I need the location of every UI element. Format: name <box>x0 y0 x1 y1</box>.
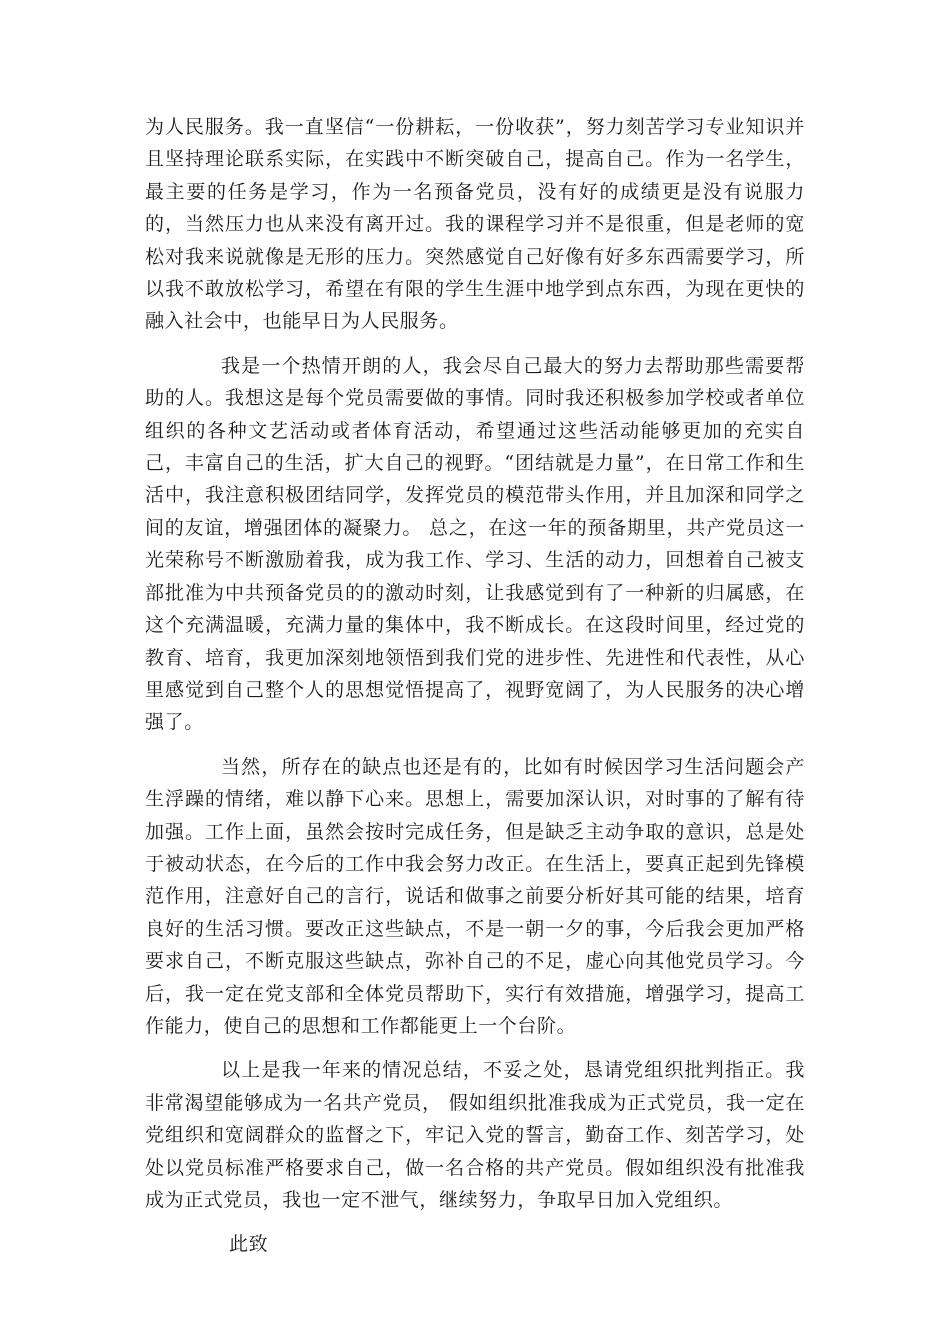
paragraph-personality: 我是一个热情开朗的人，我会尽自己最大的努力去帮助那些需要帮助的人。我想这是每个党员需要做的事情。同时我还积极参加学校或者单位组织的各种文艺活动或者体育活动，希望通过这些活动能够更加的充实自己，丰富自己的生活，扩大自己的视野。“团结就是力量”，在日常工作和生活中，我注意积极团结同学，发挥党员的模范带头作用，并且加深和同学之间的友谊，增强团体的凝聚力。 总之，在这一年的预备期里，共产党员这一光荣称号不断激励着我，成为我工作、学习、生活的动力，回想着自己被支部批准为中共预备党员的的激动时刻，让我感觉到有了一种新的归属感，在这个充满温暖，充满力量的集体中，我不断成长。在这段时间里，经过党的教育、培育，我更加深刻地领悟到我们党的进步性、先进性和代表性，从心里感觉到自己整个人的思想觉悟提高了，视野宽阔了，为人民服务的决心增强了。 <box>145 354 805 734</box>
paragraph-summary: 以上是我一年来的情况总结，不妥之处，恳请党组织批判指正。我非常渴望能够成为一名共产党员， 假如组织批准我成为正式党员，我一定在党组织和宽阔群众的监督之下，牢记入党的誓言，勤奋工作、刻苦学习，处处以党员标准严格要求自己，做一名合格的共产党员。假如组织没有批准我成为正式党员，我也一定不泄气，继续努力，争取早日加入党组织。 <box>145 1059 805 1211</box>
paragraph-continuation: 为人民服务。我一直坚信“一份耕耘，一份收获”，努力刻苦学习专业知识并且坚持理论联系实际，在实践中不断突破自己，提高自己。作为一名学生，最主要的任务是学习，作为一名预备党员，没有好的成绩更是没有说服力的，当然压力也从来没有离开过。我的课程学习并不是很重，但是老师的宽松对我来说就像是无形的压力。突然感觉自己好像有好多东西需要学习，所以我不敢放松学习，希望在有限的学生生涯中地学到点东西，为现在更快的融入社会中，也能早日为人民服务。 <box>145 116 805 333</box>
document-body <box>145 111 805 1260</box>
closing-salutation: 此致 <box>229 1233 269 1256</box>
paragraph-shortcomings: 当然，所存在的缺点也还是有的，比如有时候因学习生活问题会产生浮躁的情绪，难以静下心来。思想上，需要加深认识，对时事的了解有待加强。工作上面，虽然会按时完成任务，但是缺乏主动争取的意识，总是处于被动状态，在今后的工作中我会努力改正。在生活上，要真正起到先锋模范作用，注意好自己的言行，说话和做事之前要分析好其可能的结果，培育良好的生活习惯。要改正这些缺点，不是一朝一夕的事，今后我会更加严格要求自己，不断克服这些缺点，弥补自己的不足，虚心向其他党员学习。今后，我一定在党支部和全体党员帮助下，实行有效措施，增强学习，提高工作能力，使自己的思想和工作都能更上一个台阶。 <box>145 755 805 1037</box>
